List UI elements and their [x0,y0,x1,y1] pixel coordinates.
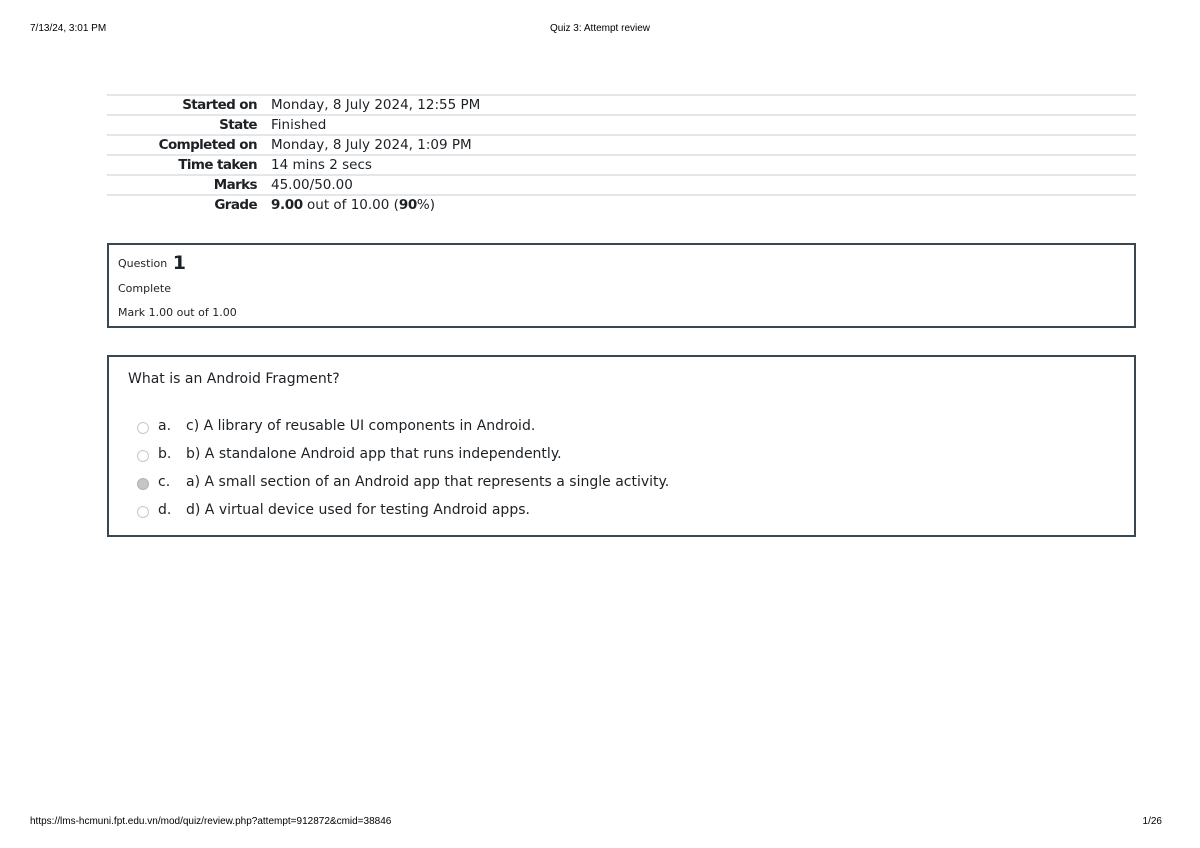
answer-option-c[interactable] [137,468,669,496]
answer-text: b) A standalone Android app that runs independently. [186,446,562,462]
question-number-value: 1 [172,252,186,274]
print-datetime: 7/13/24, 3:01 PM [30,23,107,34]
answer-text: d) A virtual device used for testing Android apps. [186,502,530,518]
answer-list [137,412,669,524]
radio-unchecked-icon[interactable] [137,506,149,518]
grade-out-of: out of 10.00 ( [302,197,399,213]
radio-unchecked-icon[interactable] [137,450,149,462]
answer-letter: b. [158,446,172,462]
question-content-box [107,355,1136,537]
summary-row-started [107,95,1136,115]
radio-unchecked-icon[interactable] [137,422,149,434]
summary-value [265,195,1136,214]
summary-row-completed [107,135,1136,155]
answer-letter: c. [158,474,171,490]
grade-percent: 90 [398,197,417,213]
summary-row-marks [107,175,1136,195]
summary-label: Marks [213,177,257,193]
summary-value: 45.00/50.00 [271,177,353,193]
summary-label: Completed on [158,137,257,153]
question-mark: Mark 1.00 out of 1.00 [118,306,237,319]
page-number: 1/26 [1142,816,1162,827]
print-title: Quiz 3: Attempt review [549,23,651,34]
answer-option-d[interactable] [137,496,669,524]
summary-row-time-taken [107,155,1136,175]
summary-value: 14 mins 2 secs [271,157,372,173]
answer-option-a[interactable] [137,412,669,440]
summary-label: Grade [214,197,257,213]
summary-value: Finished [271,117,327,133]
summary-label: Started on [182,97,257,113]
radio-checked-icon[interactable] [137,478,149,490]
summary-value: Monday, 8 July 2024, 1:09 PM [271,137,472,153]
question-text: What is an Android Fragment? [128,371,340,387]
summary-row-state [107,115,1136,135]
question-info-box [107,243,1136,328]
question-state: Complete [118,282,172,295]
grade-score: 9.00 [271,197,303,213]
answer-letter: d. [158,502,172,518]
answer-text: c) A library of reusable UI components in Android. [186,418,536,434]
summary-value: Monday, 8 July 2024, 12:55 PM [271,97,481,113]
answer-option-b[interactable] [137,440,669,468]
summary-row-grade [107,195,1136,214]
question-number [118,252,186,274]
summary-label: State [219,117,257,133]
attempt-summary-table [107,94,1136,214]
answer-text: a) A small section of an Android app that represents a single activity. [186,474,670,490]
answer-letter: a. [158,418,172,434]
question-prefix: Question [118,257,168,270]
grade-end: %) [416,197,436,213]
summary-label: Time taken [178,157,257,173]
print-url: https://lms-hcmuni.fpt.edu.vn/mod/quiz/review.php?attempt=912872&cmid=38846 [30,816,392,827]
